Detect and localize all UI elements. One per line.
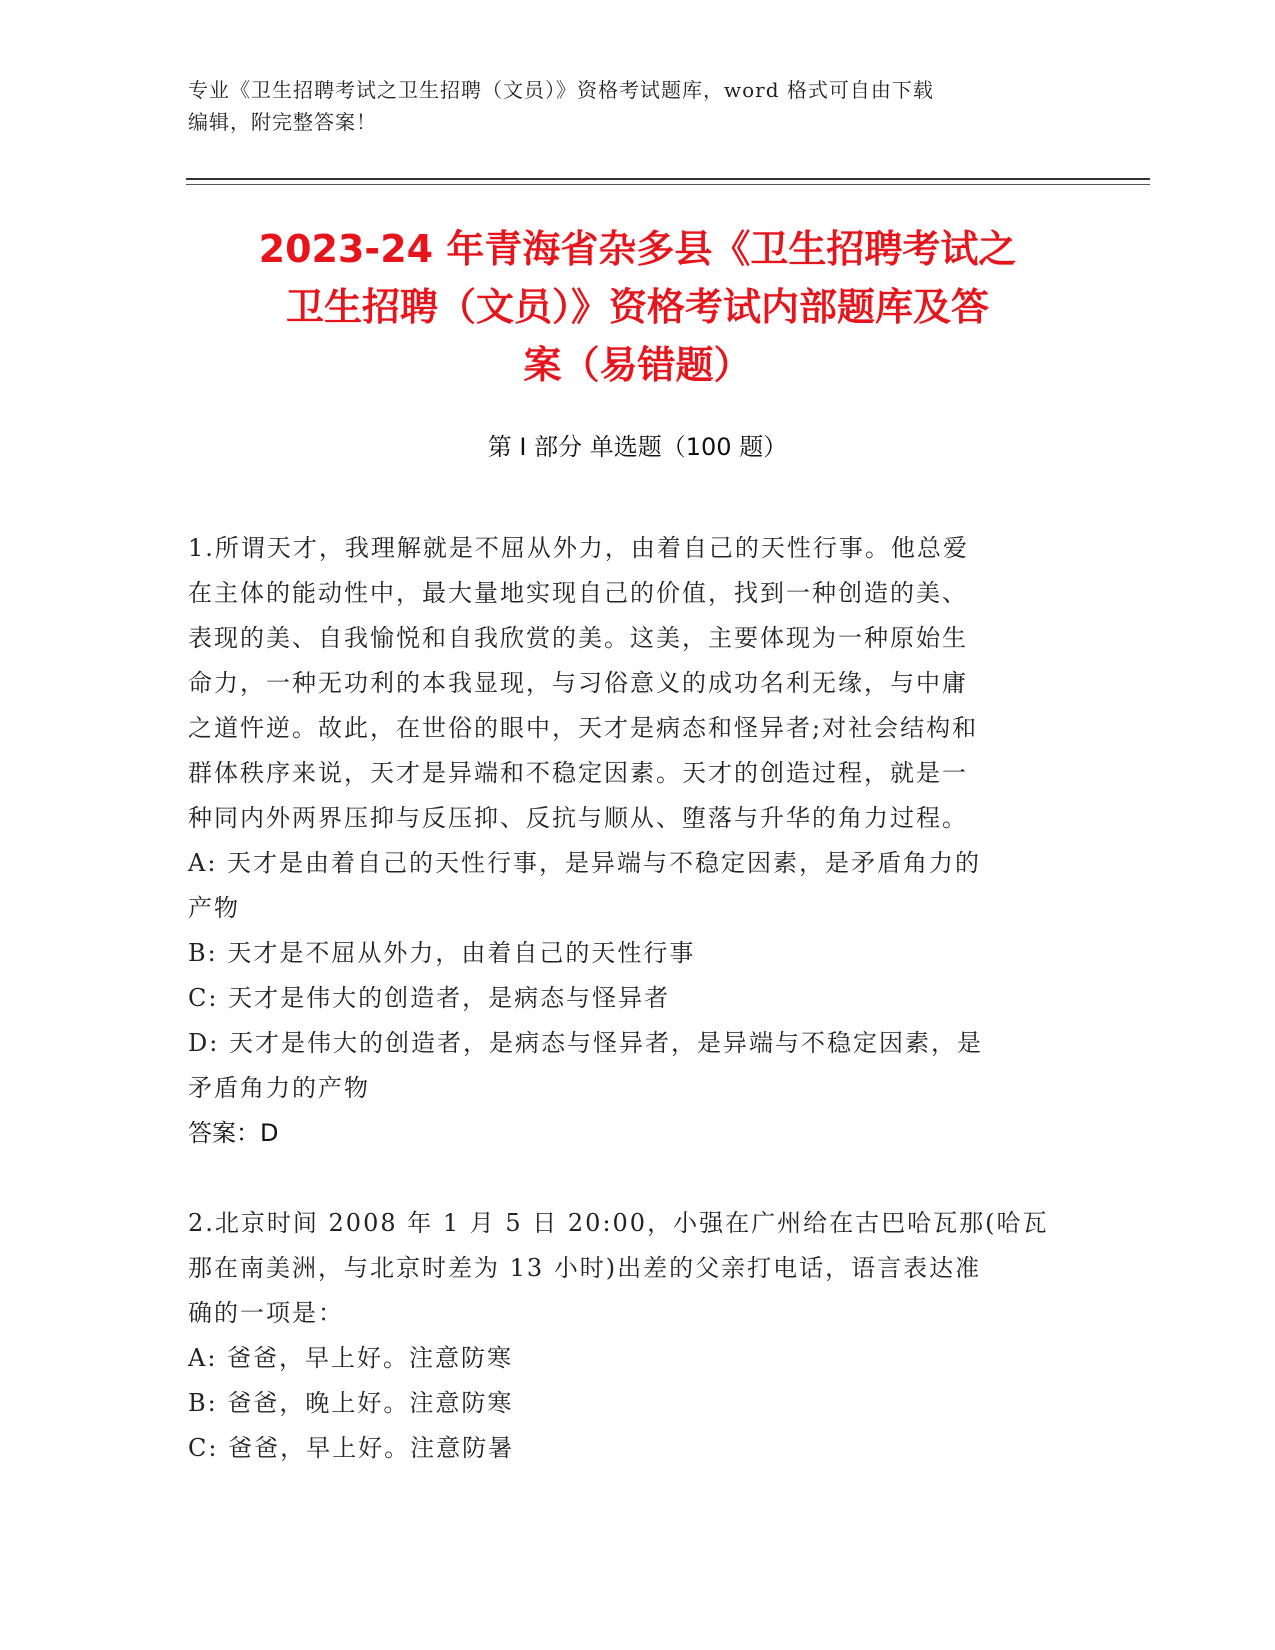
question-1	[188, 526, 1078, 1156]
question-list	[188, 526, 1078, 1471]
document-title	[170, 220, 1105, 394]
title-line: 卫生招聘（文员）》资格考试内部题库及答	[285, 285, 989, 329]
option-d-continued: 矛盾角力的产物	[188, 1074, 370, 1102]
question-stem-line: 群体秩序来说，天才是异端和不稳定因素。天才的创造过程，就是一	[188, 759, 968, 787]
question-stem-line: 种同内外两界压抑与反压抑、反抗与顺从、堕落与升华的角力过程。	[188, 804, 968, 832]
question-stem-line: 1.所谓天才，我理解就是不屈从外力，由着自己的天性行事。他总爱	[188, 534, 969, 562]
option-d: D: 天才是伟大的创造者，是病态与怪异者，是异端与不稳定因素，是	[188, 1029, 983, 1057]
question-stem-line: 2.北京时间 2008 年 1 月 5 日 20:00，小强在广州给在古巴哈瓦那(哈瓦	[188, 1209, 1049, 1237]
option-c: C: 天才是伟大的创造者，是病态与怪异者	[188, 984, 671, 1012]
question-stem-line: 之道忤逆。故此，在世俗的眼中，天才是病态和怪异者;对社会结构和	[188, 714, 979, 742]
option-b: B: 天才是不屈从外力，由着自己的天性行事	[188, 939, 696, 967]
question-2	[188, 1201, 1078, 1471]
question-stem-line: 命力，一种无功利的本我显现，与习俗意义的成功名利无缘，与中庸	[188, 669, 968, 697]
section-heading: 第 I 部分 单选题（100 题）	[487, 433, 788, 461]
header-note	[188, 74, 1068, 138]
option-a: A: 爸爸，早上好。注意防寒	[188, 1344, 514, 1372]
header-note-line: 编辑，附完整答案！	[188, 110, 377, 134]
answer-line: 答案：D	[188, 1119, 279, 1147]
option-b: B: 爸爸，晚上好。注意防寒	[188, 1389, 514, 1417]
header-divider-thick	[186, 178, 1150, 180]
option-c: C: 爸爸，早上好。注意防暑	[188, 1434, 515, 1462]
question-stem-line: 在主体的能动性中，最大量地实现自己的价值，找到一种创造的美、	[188, 579, 968, 607]
header-divider-thin	[186, 184, 1150, 185]
question-stem-line: 确的一项是：	[188, 1299, 344, 1327]
question-stem-line: 那在南美洲，与北京时差为 13 小时)出差的父亲打电话，语言表达准	[188, 1254, 982, 1282]
header-note-line: 专业《卫生招聘考试之卫生招聘（文员）》资格考试题库，word 格式可自由下载	[188, 78, 934, 102]
option-a-continued: 产物	[188, 894, 240, 922]
title-line: 案（易错题）	[523, 343, 752, 387]
title-line: 2023-24 年青海省杂多县《卫生招聘考试之	[258, 227, 1017, 271]
option-a: A: 天才是由着自己的天性行事，是异端与不稳定因素，是矛盾角力的	[188, 849, 982, 877]
question-stem-line: 表现的美、自我愉悦和自我欣赏的美。这美，主要体现为一种原始生	[188, 624, 968, 652]
